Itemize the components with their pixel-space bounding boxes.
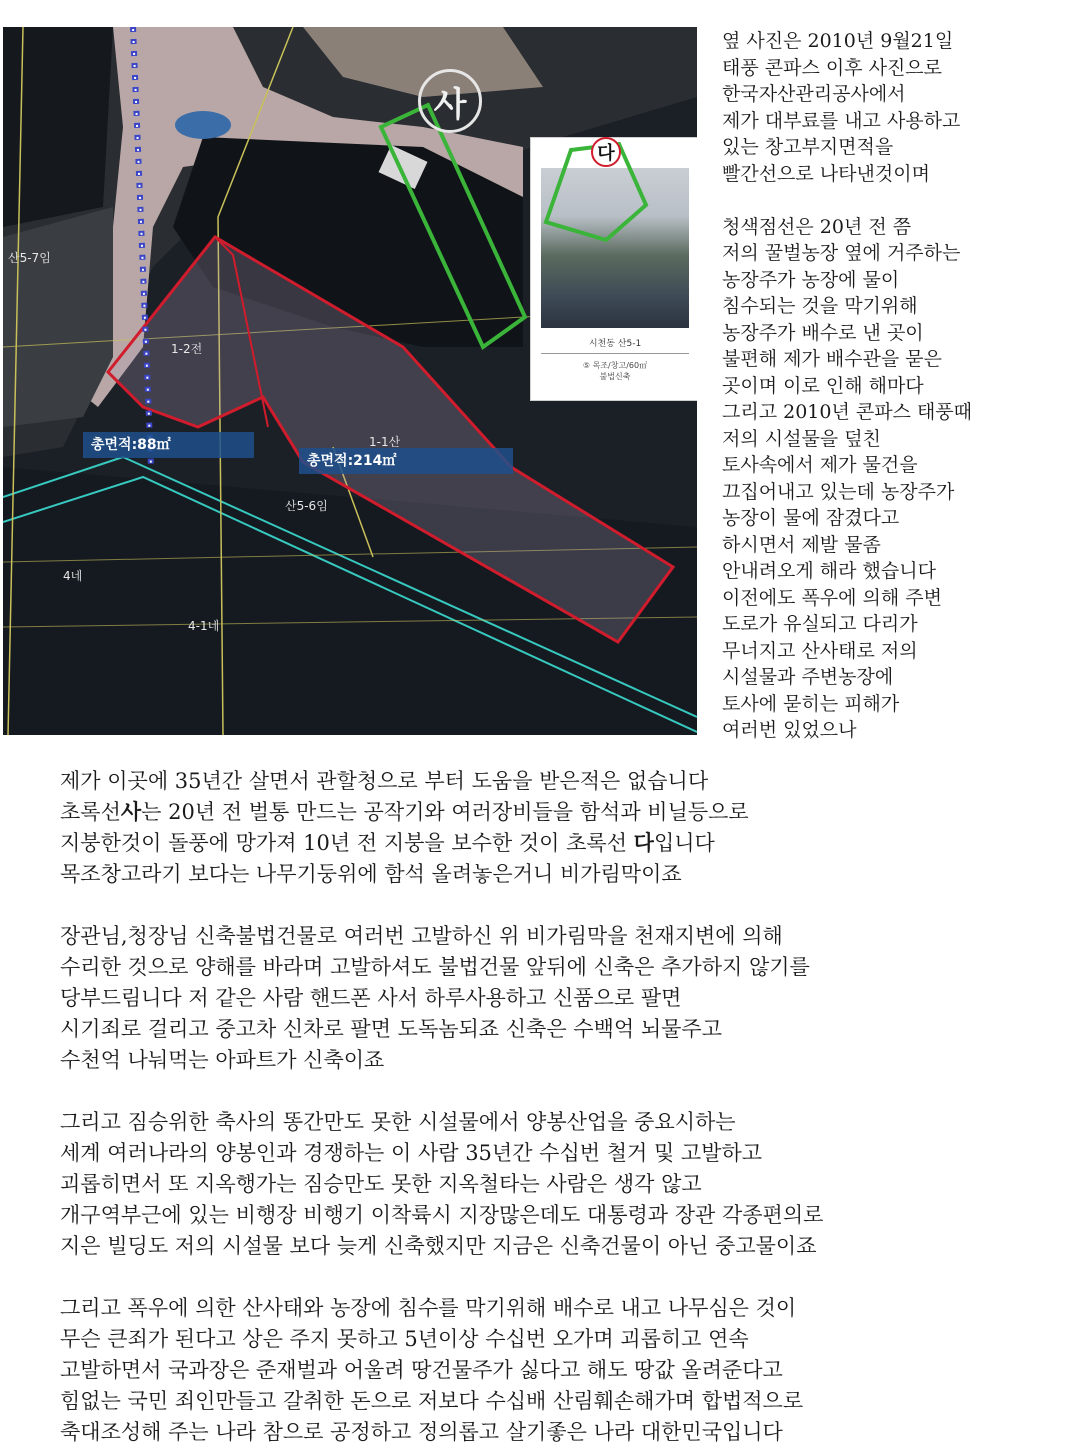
inset-caption-type: ⑤ 목조/창고/60㎡: [582, 361, 648, 370]
body-line: 그리고 폭우에 의한 산사태와 농장에 침수를 막기위해 배수로 내고 나무심은 것이: [60, 1296, 797, 1320]
inset-caption-address: 시천동 산5-1: [588, 339, 642, 349]
side-line: [722, 187, 1052, 214]
side-line: 이전에도 폭우에 의해 주변: [722, 586, 943, 609]
inset-caption-status: 불법신축: [599, 372, 631, 381]
side-line: 곳이며 이로 인해 해마다: [722, 374, 924, 397]
area-label-left: 총면적:88㎡: [83, 432, 254, 458]
parcel-label: 산5-6임: [285, 499, 328, 513]
parcel-label: 1-2전: [171, 342, 203, 356]
body-line: 힘없는 국민 죄인만들고 갈취한 돈으로 저보다 수십배 산림훼손해가며 합법적으로: [60, 1389, 804, 1413]
aerial-map: [3, 27, 697, 735]
area-label-right: 총면적:214㎡: [299, 448, 513, 474]
side-line: 안내려오게 해라 했습니다: [722, 560, 936, 582]
body-line: 그리고 짐승위한 축사의 똥간만도 못한 시설물에서 양봉산업을 중요시하는: [60, 1110, 736, 1134]
parcel-label: 1-1산: [369, 435, 401, 449]
paragraph-gap: [60, 1262, 1050, 1293]
highlight-sa: 사: [120, 800, 142, 824]
body-line: 무슨 큰죄가 된다고 상은 주지 못하고 5년이상 수십번 오가며 괴롭히고 연속: [60, 1327, 749, 1351]
highlight-da: 다: [633, 831, 654, 855]
paragraph-1: [60, 766, 1050, 890]
side-line: 도로가 유실되고 다리가: [722, 613, 918, 635]
side-line: 한국자산관리공사에서: [722, 83, 906, 105]
side-line: 하시면서 제발 물좀: [722, 533, 881, 556]
body-line: 장관님,청장님 신축불법건물로 여러번 고발하신 위 비가림막을 천재지변에 의해: [60, 924, 783, 948]
body-line: 시기죄로 걸리고 중고차 신차로 팔면 도독놈되죠 신축은 수백억 뇌물주고: [60, 1017, 722, 1041]
text-run: 지붕한것이 돌풍에 망가져 10년 전 지붕을 보수한 것이 초록선: [60, 831, 634, 855]
body-line: 축대조성해 주는 나라 참으로 공정하고 정의롭고 살기좋은 나라 대한민국입니다: [60, 1420, 783, 1444]
side-line: 침수되는 것을 막기위해: [722, 295, 918, 317]
side-line: 시설물과 주변농장에: [722, 666, 894, 688]
text-run: 입니다: [653, 831, 715, 855]
side-line: 농장주가 배수로 낸 곳이: [722, 321, 924, 344]
body-line: 당부드림니다 저 같은 사람 핸드폰 사서 하루사용하고 신품으로 팔면: [60, 986, 682, 1010]
side-line: 토사속에서 제가 물건을: [722, 454, 918, 476]
side-line: 저의 꿀벌농장 옆에 거주하는: [722, 242, 961, 264]
side-line: 청색점선은 20년 전 쯤: [722, 215, 912, 238]
side-line: 태풍 콘파스 이후 사진으로: [722, 56, 943, 79]
text-run: 초록선: [60, 800, 121, 824]
parcel-label: 산5-7임: [8, 251, 51, 265]
inset-photo-card: [530, 137, 697, 401]
paragraph-gap: [60, 1076, 1050, 1107]
inset-caption-detail: [541, 360, 689, 382]
side-line: 빨간선으로 나타낸것이며: [722, 162, 930, 185]
text-run: 는 20년 전 벌통 만드는 공작기와 여러장비들을 함석과 비닐등으로: [141, 800, 749, 824]
paragraph-4: [60, 1293, 1050, 1448]
main-body: [60, 766, 1050, 1448]
body-line: [60, 828, 1050, 859]
paragraph-3: [60, 1107, 1050, 1262]
side-line: 제가 대부료를 내고 사용하고: [722, 109, 961, 132]
badge-sa: 사: [418, 69, 482, 133]
paragraph-gap: [60, 890, 1050, 921]
parcel-label: 4-1네: [188, 619, 220, 633]
side-explanation: [722, 28, 1052, 744]
badge-da: 다: [591, 137, 621, 167]
body-line: 고발하면서 국과장은 준재벌과 어울려 땅건물주가 싫다고 해도 땅값 올려준다고: [60, 1358, 783, 1382]
side-line: 저의 시설물을 덮친: [722, 427, 881, 450]
body-line: 세계 여러나라의 양봉인과 경쟁하는 이 사람 35년간 수십번 철거 및 고발하고: [60, 1141, 763, 1165]
side-line: 농장이 물에 잠겼다고: [722, 507, 900, 529]
body-line: 개구역부근에 있는 비행장 비행기 이착륙시 지장많은데도 대통령과 장관 각종편의로: [60, 1203, 824, 1227]
side-line: 농장주가 농장에 물이: [722, 268, 900, 291]
body-line: [60, 797, 1050, 828]
paragraph-2: [60, 921, 1050, 1076]
side-line: 토사에 묻히는 피해가: [722, 692, 900, 715]
body-line: 지은 빌딩도 저의 시설물 보다 늦게 신축했지만 지금은 신축건물이 아닌 중고물이죠: [60, 1234, 817, 1258]
side-line: 있는 창고부지면적을: [722, 136, 894, 158]
side-line: 불편해 제가 배수관을 묻은: [722, 348, 943, 370]
body-line: 괴롭히면서 또 지옥행가는 짐승만도 못한 지옥철타는 사람은 생각 않고: [60, 1172, 702, 1196]
body-line: 목조창고라기 보다는 나무기둥위에 함석 올려놓은거니 비가림막이죠: [60, 862, 682, 886]
parcel-label: 4네: [63, 569, 83, 583]
side-line: 무너지고 산사태로 저의: [722, 639, 918, 662]
body-line: 수천억 나눠먹는 아파트가 신축이죠: [60, 1048, 385, 1072]
side-line: 옆 사진은 2010년 9월21일: [722, 30, 954, 52]
side-line: 그리고 2010년 콘파스 태풍때: [722, 401, 973, 423]
body-line: 제가 이곳에 35년간 살면서 관할청으로 부터 도움을 받은적은 없습니다: [60, 769, 709, 793]
inset-divider: [541, 353, 689, 354]
body-line: 수리한 것으로 양해를 바라며 고발하셔도 불법건물 앞뒤에 신축은 추가하지 않기를: [60, 955, 810, 979]
side-line: 끄집어내고 있는데 농장주가: [722, 480, 955, 503]
side-line: 여러번 있었으나: [722, 719, 857, 741]
